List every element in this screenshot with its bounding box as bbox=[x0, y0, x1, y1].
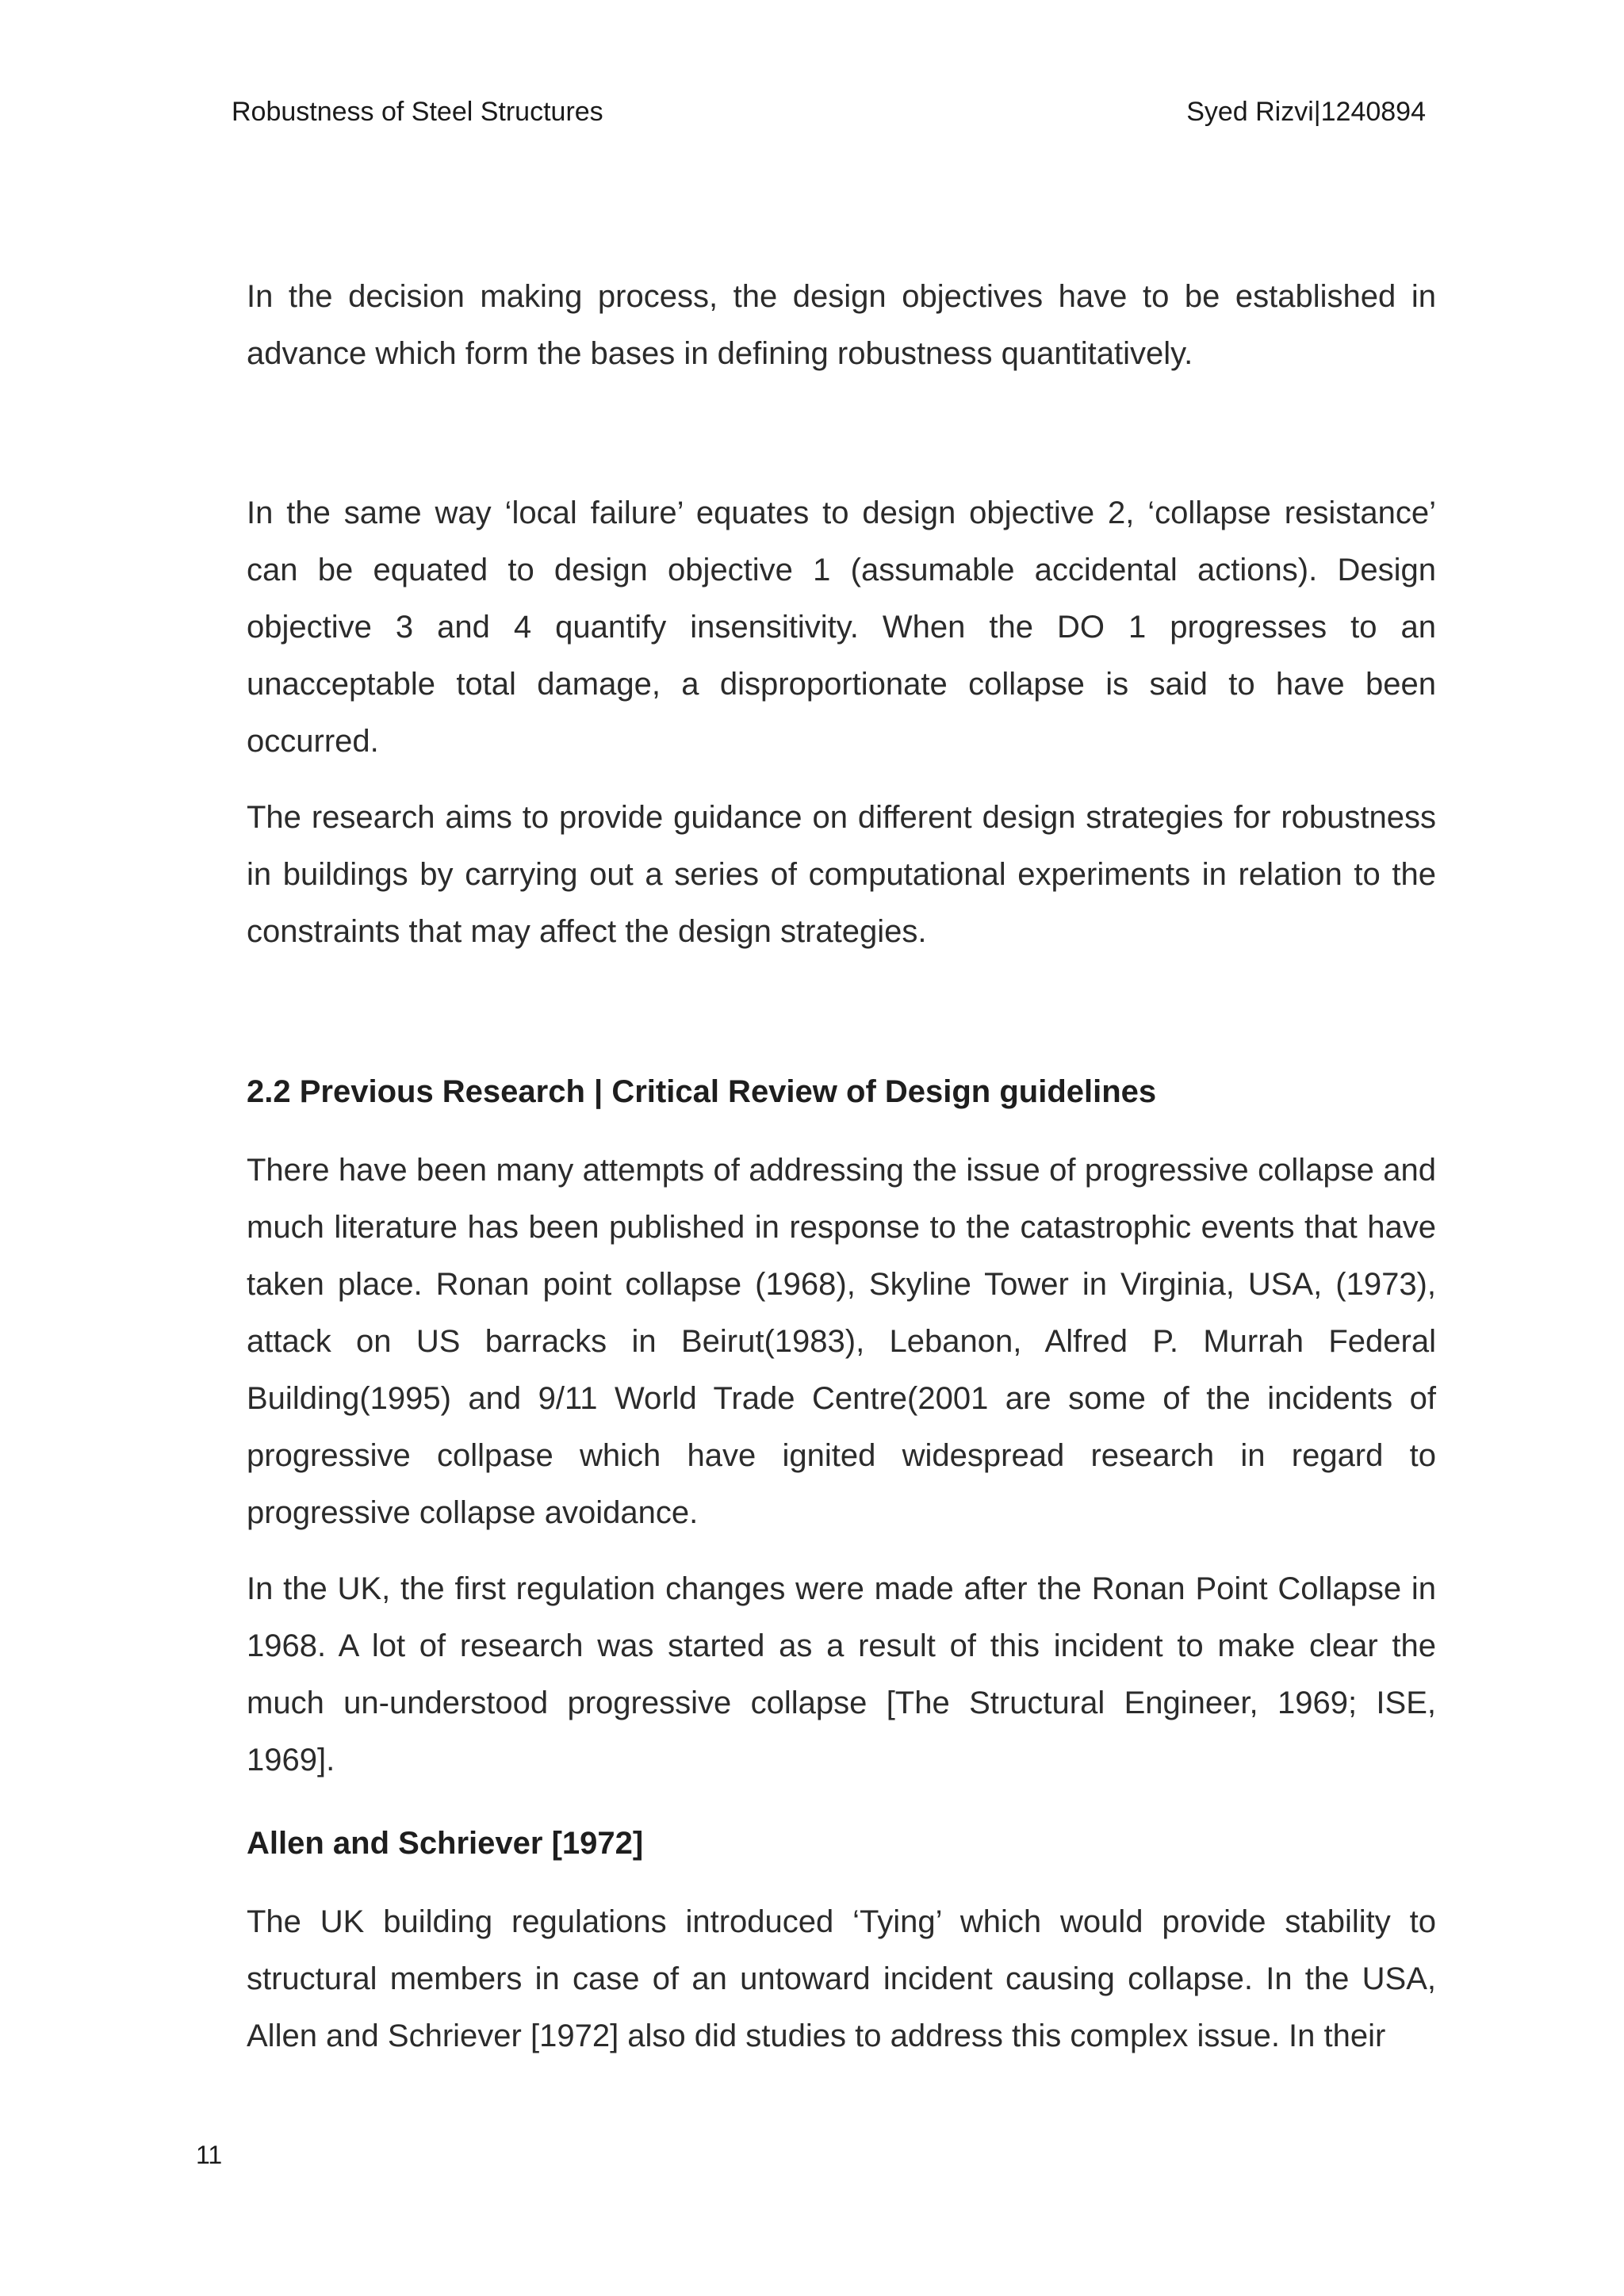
subsection-heading: Allen and Schriever [1972] bbox=[247, 1826, 644, 1861]
paragraph-previous-research: There have been many attempts of addressing the issue of progressive collapse and much literature has been published in response to the catastrophic events that have taken place. Ronan point collapse (1968), Skyline Tower in Virginia, USA, (1973), attack on US barracks in Beirut(1983), Lebanon, Alfred P. Murrah Federal Building(1995) and 9/11 World Trade Centre(2001 are some of the incidents of progressive collpase which have ignited widespread research in regard to progressive collapse avoidance. bbox=[247, 1153, 1436, 1530]
paragraph-tying: The UK building regulations introduced ‘Tying’ which would provide stability to structural members in case of an untoward incident causing collapse. In the USA, Allen and Schriever [1972] also did studies to address this complex issue. In their bbox=[247, 1904, 1436, 2053]
running-header-title: Robustness of Steel Structures bbox=[232, 97, 603, 127]
section-heading: 2.2 Previous Research | Critical Review of Design guidelines bbox=[247, 1074, 1157, 1109]
page-number: 11 bbox=[196, 2141, 223, 2169]
paragraph-local-failure: In the same way ‘local failure’ equates to design objective 2, ‘collapse resistance’ can be equated to design objective 1 (assumable accidental actions). Design objective 3 and 4 quantify insensitivity. When the DO 1 progresses to an unacceptable total damage, a disproportionate collapse is said to have been occurred. bbox=[247, 496, 1436, 759]
running-header-author: Syed Rizvi|1240894 bbox=[1186, 97, 1426, 127]
paragraph-research-aims: The research aims to provide guidance on different design strategies for robustness in buildings by carrying out a series of computational experiments in relation to the constraints that may affect the design strategies. bbox=[247, 800, 1436, 949]
paragraph-uk-regulation: In the UK, the first regulation changes were made after the Ronan Point Collapse in 1968. A lot of research was started as a result of this incident to make clear the much un-understood progressive collapse [The Structural Engineer, 1969; ISE, 1969]. bbox=[247, 1571, 1436, 1777]
paragraph-design-objectives: In the decision making process, the design objectives have to be established in advance which form the bases in defining robustness quantitatively. bbox=[247, 279, 1436, 371]
